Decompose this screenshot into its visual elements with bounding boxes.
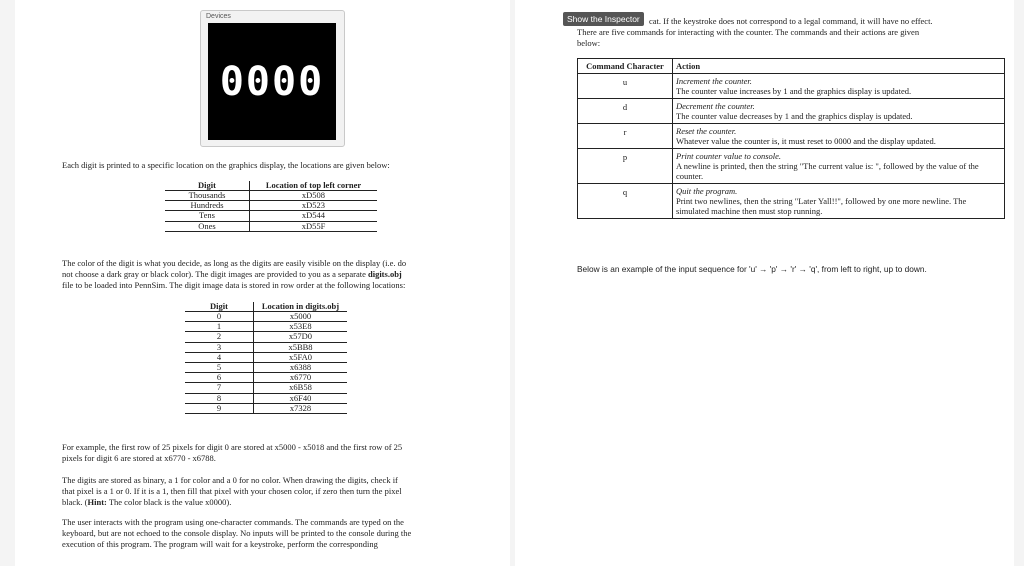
table-cell: x6B58 [254,383,348,393]
paragraph-line: There are five commands for interacting with the counter. The commands and their actions are given [577,27,920,37]
table-cell: x6388 [254,363,348,373]
table-cell: Ones [165,221,250,231]
table-cell: 1 [185,322,254,332]
table-cell: 9 [185,403,254,413]
devices-panel [200,10,345,147]
table-cell: Tens [165,211,250,221]
table-row [185,332,347,342]
table-row [185,352,347,362]
table-row [185,363,347,373]
location-table-header: Digit [165,181,250,191]
table-cell: x7328 [254,403,348,413]
command-char: u [578,74,673,99]
paragraph-line: pixels for digit 6 are stored at x6770 - x6788. [62,453,216,463]
table-cell: x5000 [254,312,348,322]
paragraph-line: that pixel is a 1 or 0. If it is a 1, then fill that pixel with your chosen color, if zero then turn the pixel [62,486,402,496]
binary-paragraph [62,475,502,508]
digit-location-table [185,302,347,414]
action-title: Increment the counter. [676,76,752,86]
table-row [185,403,347,413]
digit-table-header: Digit [185,302,254,312]
table-row [165,221,377,231]
command-table [577,58,1005,219]
paragraph-line: The user interacts with the program using one-character commands. The commands are typed on the [62,517,404,527]
table-cell: 8 [185,393,254,403]
paragraph-line: For example, the first row of 25 pixels for digit 0 are stored at x5000 - x5018 and the first row of 25 [62,442,403,452]
command-action [673,99,1005,124]
table-row [185,383,347,393]
table-cell: x5FA0 [254,352,348,362]
command-char: q [578,184,673,219]
table-cell: xD544 [250,211,378,221]
paragraph-line: file to be loaded into PennSim. The digit image data is stored in row order at the following locations: [62,280,406,290]
location-table-header: Location of top left corner [250,181,378,191]
table-row [165,191,377,201]
paragraph-line: not choose a dark gray or black color). The digit images are provided to you as a separate [62,269,368,279]
paragraph-line: cat. If the keystroke does not correspond to a legal command, it will have no effect. [649,16,933,26]
table-row [578,124,1005,149]
user-paragraph [62,517,502,550]
filename-bold: digits.obj [367,269,402,279]
table-row [185,342,347,352]
table-cell: Thousands [165,191,250,201]
command-table-header: Command Character [578,59,673,74]
paragraph-line: The color of the digit is what you decide, as long as the digits are easily visible on the display (i.e. do [62,258,407,268]
table-row [165,201,377,211]
command-action [673,124,1005,149]
table-cell: xD508 [250,191,378,201]
action-title: Quit the program. [676,186,738,196]
show-inspector-button[interactable]: Show the Inspector [563,12,644,26]
table-row [578,149,1005,184]
table-row [185,393,347,403]
table-cell: x6F40 [254,393,348,403]
table-row [185,312,347,322]
paragraph-line: execution of this program. The program will wait for a keystroke, perform the corresponding [62,539,378,549]
action-title: Reset the counter. [676,126,737,136]
table-row [185,373,347,383]
table-cell: 4 [185,352,254,362]
table-cell: 6 [185,373,254,383]
action-title: Print counter value to console. [676,151,782,161]
table-cell: x6770 [254,373,348,383]
action-description: The counter value increases by 1 and the graphics display is updated. [676,86,912,96]
location-table [165,181,377,232]
table-row [165,211,377,221]
paragraph-line: below: [577,38,601,48]
action-description: Print two newlines, then the string "Later Yall!!", followed by one more newline. The simulated machine then must stop running. [676,196,967,216]
table-cell: 5 [185,363,254,373]
command-table-header: Action [673,59,1005,74]
intro-text: Each digit is printed to a specific location on the graphics display, the locations are given below: [62,160,390,170]
table-cell: xD55F [250,221,378,231]
command-char: d [578,99,673,124]
table-row [185,322,347,332]
example-paragraph [62,442,502,464]
command-char: p [578,149,673,184]
command-char: r [578,124,673,149]
paragraph-line: The digits are stored as binary, a 1 for color and a 0 for no color. When drawing the digits, check if [62,475,398,485]
table-cell: 3 [185,342,254,352]
table-row [578,74,1005,99]
action-description: Whatever value the counter is, it must reset to 0000 and the display updated. [676,136,936,146]
devices-label: Devices [206,13,231,20]
action-description: A newline is printed, then the string "The current value is: ", followed by the value of the counter. [676,161,979,181]
table-cell: xD523 [250,201,378,211]
table-cell: 0 [185,312,254,322]
table-cell: Hundreds [165,201,250,211]
paragraph-line: The color black is the value x0000). [106,497,232,507]
table-cell: 7 [185,383,254,393]
table-row [578,184,1005,219]
hint-label: Hint: [87,497,107,507]
digit-table-header: Location in digits.obj [254,302,348,312]
action-title: Decrement the counter. [676,101,755,111]
table-cell: x57D0 [254,332,348,342]
table-cell: x53E8 [254,322,348,332]
action-description: The counter value decreases by 1 and the graphics display is updated. [676,111,913,121]
sequence-note: Below is an example of the input sequence for 'u' → 'p' → 'r' → 'q', from left to right, up to down. [577,264,927,274]
paragraph-line: keyboard, but are not echoed to the console display. No inputs will be printed to the console during the [62,528,412,538]
command-action [673,149,1005,184]
color-paragraph [62,258,502,291]
command-action [673,74,1005,99]
graphics-display [208,23,336,140]
table-row [578,99,1005,124]
table-cell: x5BB8 [254,342,348,352]
counter-display-value: 0000 [219,58,325,105]
paragraph-line: black. ( [62,497,88,507]
command-action [673,184,1005,219]
table-cell: 2 [185,332,254,342]
